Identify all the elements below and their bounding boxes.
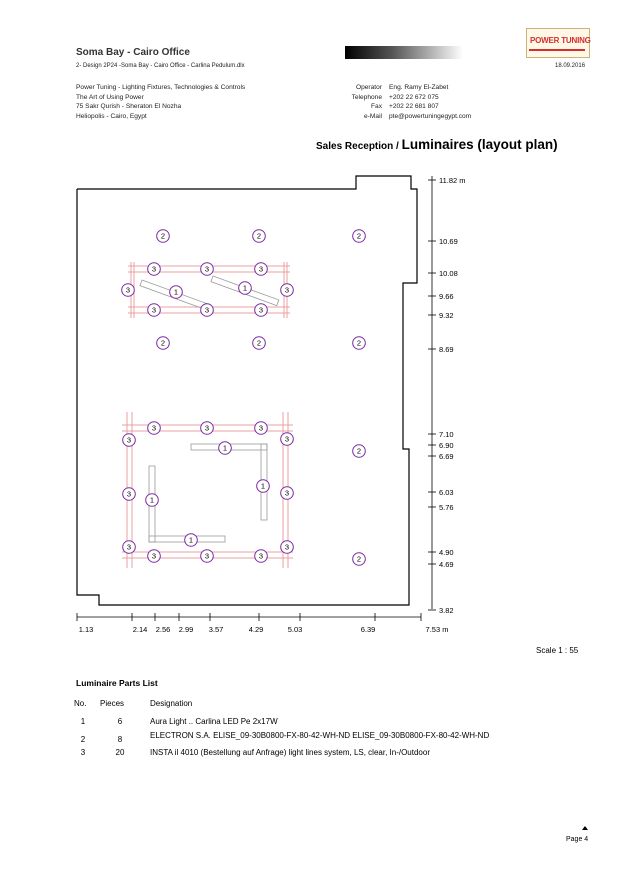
table-row <box>72 748 580 762</box>
luminaire-type3-marker <box>201 263 214 276</box>
table-row <box>72 731 580 749</box>
x-axis-tick-label: 3.57 <box>208 625 224 634</box>
y-axis-tick-label: 11.82 m <box>439 176 466 185</box>
marker-label: 2 <box>256 231 262 241</box>
y-axis-tick-label: 9.32 <box>439 311 454 320</box>
plan-axes <box>77 176 466 634</box>
marker-label: 2 <box>356 446 362 456</box>
table-row <box>72 717 580 731</box>
contact-value: +202 22 681 807 <box>389 103 439 111</box>
luminaire-type3-marker <box>281 541 294 554</box>
marker-label: 2 <box>160 338 166 348</box>
marker-label: 1 <box>149 495 155 505</box>
luminaire-type3-marker <box>123 434 136 447</box>
row-no: 2 <box>80 734 86 744</box>
column-header-designation: Designation <box>150 699 193 708</box>
luminaire-type2-marker <box>253 230 266 243</box>
luminaire-type3-marker <box>148 550 161 563</box>
luminaire-type3-marker <box>123 541 136 554</box>
y-axis-tick-label: 9.66 <box>439 292 454 301</box>
luminaire-type3-marker <box>255 422 268 435</box>
marker-label: 3 <box>126 435 132 445</box>
file-name: 2- Design 2P24 -Soma Bay - Cairo Office - Carlina Pedulum.dlx <box>76 63 245 69</box>
y-axis-tick-label: 10.08 <box>439 269 458 278</box>
marker-label: 3 <box>151 551 157 561</box>
marker-label: 3 <box>258 264 264 274</box>
y-axis-tick-label: 4.69 <box>439 560 454 569</box>
x-axis-tick-label: 2.14 <box>132 625 148 634</box>
luminaire-type3-marker <box>255 304 268 317</box>
luminaire-type1-marker <box>146 494 159 507</box>
luminaire-type3-marker <box>281 433 294 446</box>
row-designation: Aura Light .. Carlina LED Pe 2x17W <box>150 717 278 726</box>
luminaire-type3-marker <box>281 487 294 500</box>
marker-label: 3 <box>204 551 210 561</box>
marker-label: 3 <box>151 305 157 315</box>
y-axis-tick-label: 6.69 <box>439 452 454 461</box>
luminaire-type3-marker <box>255 550 268 563</box>
y-axis-tick-label: 3.82 <box>439 606 454 615</box>
marker-label: 3 <box>284 488 290 498</box>
luminaire-type3-marker <box>123 488 136 501</box>
x-axis-tick-label: 7.53 m <box>425 625 449 634</box>
marker-label: 3 <box>126 489 132 499</box>
contact-email[interactable]: pte@powertuningegypt.com <box>389 112 472 120</box>
y-axis-tick-label: 6.90 <box>439 441 454 450</box>
marker-label: 2 <box>160 231 166 241</box>
luminaire-type2-marker <box>353 230 366 243</box>
marker-label: 2 <box>356 231 362 241</box>
marker-label: 1 <box>173 287 179 297</box>
x-axis-tick-label: 5.03 <box>287 625 303 634</box>
luminaire-type3-marker <box>201 304 214 317</box>
table-header-row <box>72 699 580 717</box>
luminaire-type2-marker <box>157 337 170 350</box>
column-header-no: No. <box>74 699 87 708</box>
luminaire-type2-marker <box>253 337 266 350</box>
contact-label: Telephone <box>351 93 382 101</box>
y-axis-tick-label: 7.10 <box>439 430 454 439</box>
marker-label: 3 <box>284 434 290 444</box>
marker-label: 3 <box>126 542 132 552</box>
project-title: Soma Bay - Cairo Office <box>76 47 190 58</box>
marker-label: 2 <box>356 338 362 348</box>
contact-value: Eng. Ramy El-Zabet <box>389 84 449 91</box>
logo-text: POWER TUNING <box>530 36 591 45</box>
marker-label: 3 <box>284 285 290 295</box>
company-line: Power Tuning - Lighting Fixtures, Technologies & Controls <box>76 84 246 91</box>
marker-label: 2 <box>256 338 262 348</box>
y-axis-tick-label: 10.69 <box>439 237 458 246</box>
luminaire-type1-marker <box>257 480 270 493</box>
luminaire-type1-marker <box>185 534 198 547</box>
row-designation: INSTA il 4010 (Bestellung auf Anfrage) light lines system, LS, clear, In-/Outdoor <box>150 748 430 757</box>
luminaire-type3-marker <box>148 263 161 276</box>
marker-label: 3 <box>258 305 264 315</box>
company-line: The Art of Using Power <box>76 93 144 101</box>
marker-label: 3 <box>151 423 157 433</box>
marker-label: 3 <box>258 423 264 433</box>
marker-label: 1 <box>242 283 248 293</box>
document-date: 18.09.2016 <box>555 63 586 69</box>
page-subtitle: Luminaires (layout plan) <box>401 137 558 152</box>
y-axis-tick-label: 6.03 <box>439 488 454 497</box>
marker-label: 3 <box>204 423 210 433</box>
contact-label: Fax <box>371 103 382 111</box>
row-pieces: 20 <box>115 748 125 757</box>
contact-label: Operator <box>355 84 382 91</box>
luminaire-type2-marker <box>157 230 170 243</box>
x-axis-tick-label: 2.56 <box>155 625 171 634</box>
row-no: 1 <box>80 717 86 726</box>
contact-value: +202 22 672 075 <box>389 93 439 101</box>
contact-label: e-Mail <box>364 112 382 120</box>
luminaire-type3-marker <box>122 284 135 297</box>
luminaire-markers <box>122 230 366 566</box>
x-axis-tick-label: 6.39 <box>360 625 376 634</box>
marker-label: 1 <box>188 535 194 545</box>
marker-label: 3 <box>284 542 290 552</box>
luminaire-type3-marker <box>148 304 161 317</box>
row-designation: ELECTRON S.A. ELISE_09-30B0800-FX-80-42-WH-ND ELISE_09-30B0800-FX-80-42-WH-ND <box>150 730 490 740</box>
luminaire-type3-marker <box>201 422 214 435</box>
y-axis-tick-label: 8.69 <box>439 345 454 354</box>
y-axis-tick-label: 4.90 <box>439 548 454 557</box>
company-line: Heliopolis - Cairo, Egypt <box>76 112 147 120</box>
scroll-up-icon[interactable] <box>582 826 588 830</box>
luminaire-type3-marker <box>148 422 161 435</box>
x-axis-tick-label: 4.29 <box>248 625 264 634</box>
marker-label: 3 <box>151 264 157 274</box>
column-header-pieces: Pieces <box>100 699 125 708</box>
row-pieces: 8 <box>117 734 123 744</box>
scale-label: Scale 1 : 55 <box>536 646 579 655</box>
room-name: Sales Reception / <box>316 141 402 152</box>
luminaire-type2-marker <box>353 445 366 458</box>
luminaire-type1-marker <box>219 442 232 455</box>
marker-label: 3 <box>258 551 264 561</box>
luminaire-type1-marker <box>170 286 183 299</box>
parts-list-table <box>72 699 580 762</box>
parts-list-title: Luminaire Parts List <box>76 678 158 688</box>
company-line: 75 Sakr Qurish - Sheraton El Nozha <box>76 103 182 111</box>
row-no: 3 <box>80 748 86 757</box>
x-axis-tick-label: 2.99 <box>178 625 194 634</box>
x-axis-tick-label: 1.13 <box>78 625 94 634</box>
marker-label: 3 <box>204 264 210 274</box>
page-number: Page 4 <box>566 836 589 843</box>
luminaire-type2-marker <box>353 337 366 350</box>
marker-label: 3 <box>204 305 210 315</box>
marker-label: 3 <box>125 285 131 295</box>
luminaire-type2-marker <box>353 553 366 566</box>
marker-label: 1 <box>260 481 266 491</box>
luminaire-type1-marker <box>239 282 252 295</box>
marker-label: 1 <box>222 443 228 453</box>
row-pieces: 6 <box>117 717 123 726</box>
luminaire-type3-marker <box>201 550 214 563</box>
luminaire-type3-marker <box>281 284 294 297</box>
luminaire-type3-marker <box>255 263 268 276</box>
marker-label: 2 <box>356 554 362 564</box>
y-axis-tick-label: 5.76 <box>439 503 454 512</box>
